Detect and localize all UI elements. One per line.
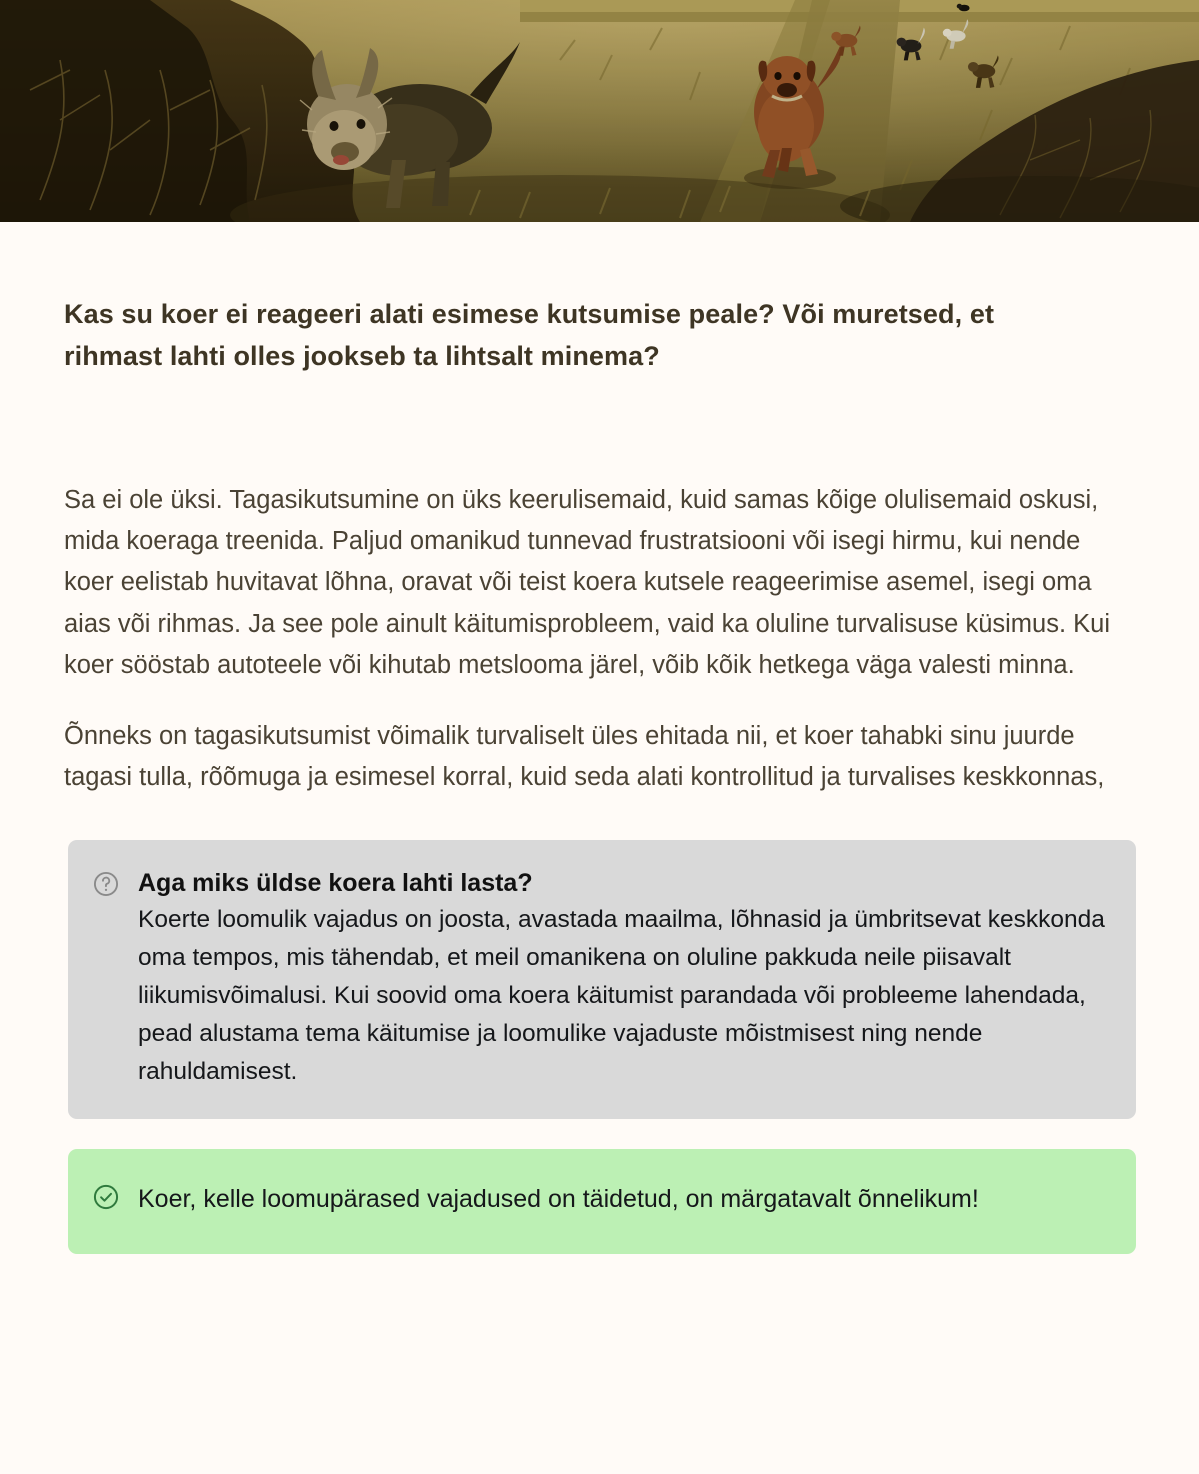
info-callout xyxy=(68,840,1136,1119)
info-callout-body: Koerte loomulik vajadus on joosta, avastada maailma, lõhnasid ja ümbritsevat keskkonda oma tempos, mis tähendab, et meil omanikena on oluline pakkuda neile piisavalt liikumisvõimalusi. Kui soovid oma koera käitumist parandada või probleeme lahendada, pead alustama tema käitumise ja loomulike vajaduste mõistmisest ning nende rahuldamisest. xyxy=(138,906,1105,1086)
article-body xyxy=(64,378,1135,799)
article-paragraph-1: Sa ei ole üksi. Tagasikutsumine on üks keerulisemaid, kuid samas kõige olulisemaid oskusi, mida koeraga treenida. Paljud omanikud tunnevad frustratsiooni või isegi hirmu, kui nende koer eelistab huvitavat lõhna, oravat või teist koera kutsele reageerimise asemel, isegi oma aias või rihmas. Ja see pole ainult käitumisprobleem, vaid ka oluline turvalisuse küsimus. Kui koer sööstab autoteele või kihutab metslooma järel, võib kõik hetkega väga valesti minna. xyxy=(64,485,1110,679)
question-circle-icon xyxy=(92,870,120,898)
info-callout-text xyxy=(138,866,1106,1091)
success-callout xyxy=(68,1149,1136,1254)
info-callout-title: Aga miks üldse koera lahti lasta? xyxy=(138,868,533,897)
hero-image xyxy=(0,0,1199,222)
hero-photo xyxy=(0,0,1199,222)
article-content xyxy=(0,222,1199,1254)
check-circle-icon xyxy=(92,1183,120,1211)
success-callout-text xyxy=(138,1179,1106,1220)
article-lede: Kas su koer ei reageeri alati esimese kutsumise peale? Või muretsed, et rihmast lahti olles jookseb ta lihtsalt minema? xyxy=(64,299,995,371)
article-paragraph-2: Õnneks on tagasikutsumist võimalik turvaliselt üles ehitada nii, et koer tahabki sinu juurde tagasi tulla, rõõmuga ja esimesel korral, kuid seda alati kontrollitud ja turvalises keskkonnas, xyxy=(64,722,1105,792)
success-callout-body: Koer, kelle loomupärased vajadused on täidetud, on märgatavalt õnnelikum! xyxy=(138,1185,979,1214)
